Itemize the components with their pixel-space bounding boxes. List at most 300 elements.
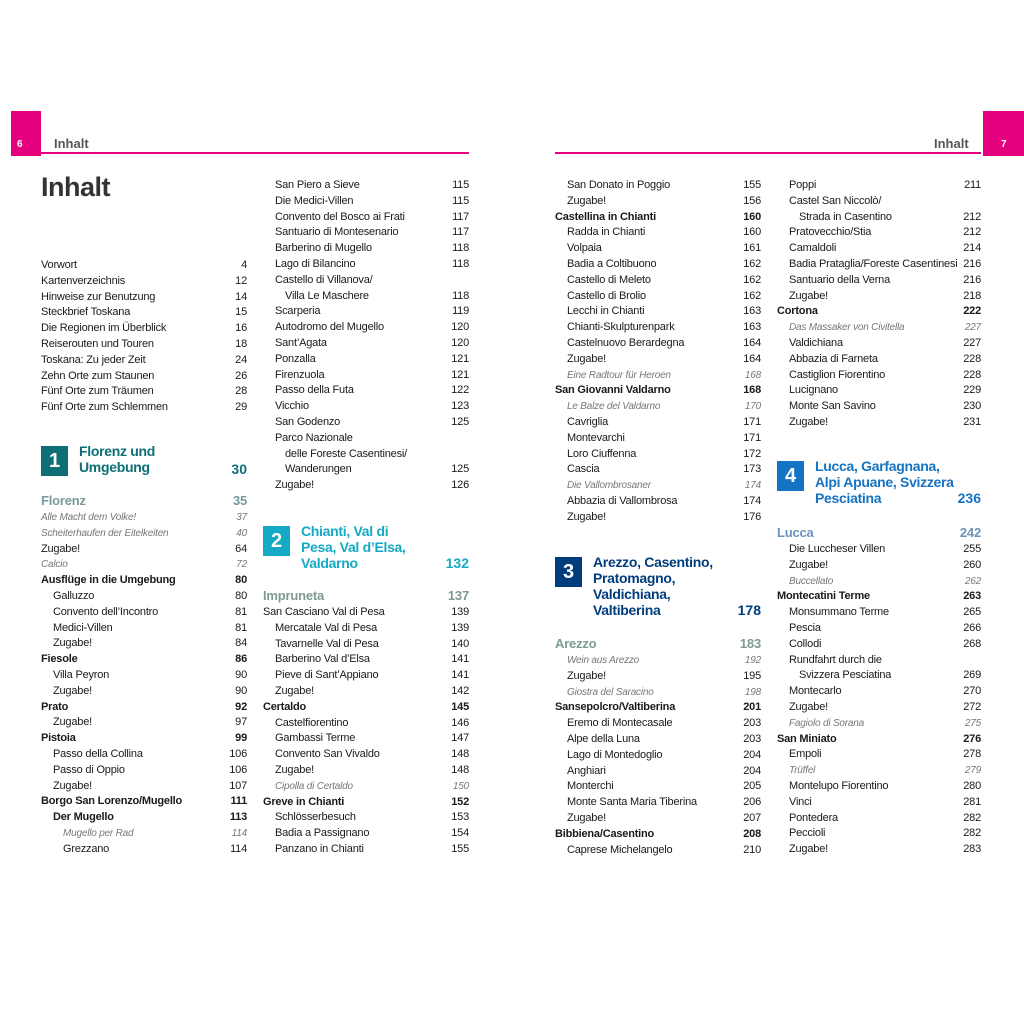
toc-entry-page: 282 — [963, 827, 981, 840]
toc-entry-page: 172 — [743, 447, 761, 460]
toc-entry-title: Alpe della Luna — [567, 732, 640, 745]
toc-entry-title: Radda in Chianti — [567, 226, 646, 239]
toc-entry-title: Pratovecchio/Stia — [789, 226, 872, 239]
toc-entry — [777, 605, 981, 621]
toc-entry-title: Svizzera Pesciatina — [799, 669, 892, 682]
toc-entry-page: 99 — [235, 732, 247, 745]
toc-entry-title: Convento San Vivaldo — [275, 748, 380, 761]
toc-entry-page: 141 — [451, 653, 469, 666]
toc-entry-title: Monte Santa Maria Tiberina — [567, 796, 697, 809]
toc-entry-title: Wein aus Arezzo — [567, 655, 640, 666]
toc-entry-page: 174 — [743, 494, 761, 507]
toc-entry-page: 111 — [230, 795, 247, 808]
toc-entry — [555, 510, 761, 526]
toc-entry-page: 37 — [236, 512, 247, 523]
toc-entry-title: Volpaia — [567, 242, 602, 255]
toc-entry — [555, 669, 761, 685]
toc-entry-page: 278 — [963, 748, 981, 761]
toc-entry-title: Castello di Villanova/ — [275, 273, 373, 286]
toc-entry — [777, 842, 981, 858]
toc-entry-title: Das Massaker von Civitella — [789, 322, 905, 334]
toc-entry-page: 265 — [963, 606, 981, 619]
chapter-number-badge: 4 — [777, 461, 804, 491]
toc-entry — [263, 194, 469, 210]
toc-entry-title: Villa Peyron — [53, 668, 110, 681]
toc-entry — [41, 810, 247, 826]
toc-entry-title: Vinci — [789, 795, 812, 808]
toc-entry — [777, 289, 981, 305]
toc-entry-page: 155 — [451, 842, 469, 855]
toc-entry-page: 97 — [235, 716, 247, 729]
toc-entry — [777, 368, 981, 384]
chapter-number-badge: 2 — [263, 526, 290, 556]
toc-entry-title: Convento del Bosco ai Frati — [275, 210, 405, 223]
toc-entry-page: 163 — [743, 321, 761, 334]
toc-entry — [263, 621, 469, 637]
toc-entry-page: 168 — [744, 369, 761, 381]
toc-entry-page: 119 — [452, 305, 469, 318]
toc-entry-title: Castelnuovo Berardegna — [567, 336, 685, 349]
toc-entry-page: 176 — [743, 510, 761, 523]
toc-entry-page: 12 — [235, 274, 247, 287]
chapter-title — [79, 443, 155, 475]
toc-entry-page: 80 — [235, 589, 247, 602]
toc-entry — [41, 510, 247, 526]
toc-entry — [263, 478, 469, 494]
toc-entry-title: Passo della Collina — [53, 747, 143, 760]
toc-entry — [263, 637, 469, 653]
toc-entry — [777, 210, 981, 226]
toc-entry-page: 148 — [451, 763, 469, 776]
toc-entry-page: 268 — [963, 637, 981, 650]
toc-entry — [263, 700, 469, 716]
toc-entry-title: Mugello per Rad — [63, 827, 134, 839]
toc-entry — [263, 747, 469, 763]
toc-entry-title: Passo della Futa — [275, 384, 354, 397]
toc-entry-page: 28 — [235, 385, 247, 398]
toc-entry-page: 114 — [231, 827, 247, 839]
toc-entry-title: Hinweise zur Benutzung — [41, 290, 156, 303]
toc-entry-title: Certaldo — [263, 700, 307, 713]
toc-entry — [41, 274, 247, 290]
toc-entry — [777, 304, 981, 320]
toc-entry-page: 153 — [451, 811, 469, 824]
toc-entry — [263, 731, 469, 747]
toc-entry — [41, 542, 247, 558]
toc-entry-title: Zugabe! — [275, 479, 314, 492]
toc-entry — [41, 652, 247, 668]
toc-entry-page: 113 — [229, 811, 247, 824]
toc-entry — [41, 684, 247, 700]
chapter-page: 236 — [957, 490, 981, 506]
toc-entry-title: Zugabe! — [53, 779, 92, 792]
toc-entry — [41, 826, 247, 842]
toc-entry-page: 35 — [232, 493, 247, 508]
toc-entry-title: Montevarchi — [567, 431, 625, 444]
toc-entry-page: 120 — [451, 321, 469, 334]
toc-entry-title: Strada in Casentino — [799, 210, 892, 223]
toc-entry-title: Le Balze del Valdarno — [567, 401, 661, 413]
chapter-title-line: Alpi Apuane, Svizzera — [815, 474, 954, 490]
toc-entry-title: Scarperia — [275, 305, 321, 318]
toc-entry-page: 154 — [451, 827, 469, 840]
toc-entry-title: Eremo di Montecasale — [567, 717, 673, 730]
toc-entry — [41, 258, 247, 274]
toc-entry — [41, 337, 247, 353]
toc-entry — [555, 700, 761, 716]
toc-entry — [777, 732, 981, 748]
toc-entry-page: 229 — [963, 384, 981, 397]
chapter-title-line: Valdichiana, — [593, 586, 671, 602]
toc-entry — [555, 431, 761, 447]
toc-entry — [777, 779, 981, 795]
toc-entry-title: Castel San Niccolò/ — [789, 194, 882, 207]
toc-entry-title: Passo di Oppio — [53, 763, 125, 776]
toc-entry-title: Santuario della Verna — [789, 273, 890, 286]
toc-entry-title: Zehn Orte zum Staunen — [41, 369, 155, 382]
toc-entry-title: Gambassi Terme — [275, 732, 356, 745]
toc-entry-title: Chianti-Skulpturenpark — [567, 321, 675, 334]
toc-entry — [41, 384, 247, 400]
toc-entry-page: 4 — [241, 259, 247, 271]
chapter-title-line: Pesa, Val d’Elsa, — [301, 539, 406, 555]
toc-entry — [41, 400, 247, 416]
toc-entry — [555, 383, 761, 399]
toc-entry — [41, 794, 247, 810]
toc-entry-title: Zugabe! — [567, 194, 606, 207]
chapter-title-line: Arezzo, Casentino, — [593, 554, 713, 570]
toc-entry — [777, 574, 981, 590]
toc-entry — [777, 716, 981, 732]
toc-entry — [263, 352, 469, 368]
toc-entry — [41, 369, 247, 385]
toc-entry — [555, 399, 761, 415]
toc-entry-page: 164 — [743, 336, 761, 349]
toc-entry-page: 18 — [235, 337, 247, 350]
toc-entry-page: 137 — [447, 588, 469, 603]
toc-entry-page: 168 — [743, 384, 761, 397]
toc-entry — [777, 700, 981, 716]
toc-entry — [777, 763, 981, 779]
toc-entry-title: Castelfiorentino — [275, 716, 349, 729]
toc-entry-page: 203 — [743, 717, 761, 730]
toc-entry — [555, 320, 761, 336]
chapter-title-line: Lucca, Garfagnana, — [815, 458, 940, 474]
toc-entry-page: 204 — [743, 764, 761, 777]
toc-entry-title: Zugabe! — [53, 637, 92, 650]
toc-entry — [555, 447, 761, 463]
toc-entry — [777, 336, 981, 352]
toc-entry-page: 222 — [963, 305, 981, 318]
toc-entry — [263, 289, 469, 305]
toc-entry-page: 171 — [743, 415, 761, 428]
toc-entry — [555, 779, 761, 795]
toc-entry-title: Zugabe! — [789, 289, 828, 302]
toc-entry-page: 90 — [235, 684, 247, 697]
toc-entry — [777, 653, 981, 669]
toc-entry-page: 183 — [739, 636, 761, 651]
toc-entry-page: 211 — [964, 179, 981, 191]
toc-entry-title: Zugabe! — [567, 352, 606, 365]
toc-entry-title: Monterchi — [567, 780, 614, 793]
right-page-number: 7 — [1001, 139, 1007, 150]
toc-entry-title: Abbazia di Vallombrosa — [567, 494, 678, 507]
toc-entry — [777, 257, 981, 273]
toc-entry-title: Cipolla di Certaldo — [275, 780, 353, 792]
toc-entry — [263, 383, 469, 399]
toc-entry-title: Toskana: Zu jeder Zeit — [41, 353, 146, 366]
chapter-title-line: Pesciatina — [815, 490, 882, 506]
toc-entry-page: 121 — [451, 368, 469, 381]
toc-entry-title: Castiglion Fiorentino — [789, 368, 886, 381]
toc-entry-page: 26 — [235, 369, 247, 382]
toc-entry-title: Sansepolcro/Valtiberina — [555, 701, 676, 714]
toc-entry-title: Barberino Val d’Elsa — [275, 653, 370, 666]
toc-entry-page: 121 — [451, 352, 469, 365]
toc-entry-title: Santuario di Montesenario — [275, 226, 399, 239]
toc-entry-page: 118 — [452, 289, 469, 302]
toc-entry-title: Buccellato — [789, 575, 834, 587]
toc-entry — [555, 843, 761, 859]
toc-entry-title: Mercatale Val di Pesa — [275, 621, 377, 634]
toc-entry — [555, 462, 761, 478]
toc-entry — [555, 289, 761, 305]
toc-entry-title: Lago di Bilancino — [275, 257, 356, 270]
toc-entry — [41, 305, 247, 321]
toc-entry — [555, 494, 761, 510]
toc-entry — [555, 241, 761, 257]
toc-entry-page: 142 — [451, 684, 469, 697]
toc-entry-title: Medici-Villen — [53, 621, 113, 634]
toc-entry — [777, 589, 981, 605]
toc-column-intro — [41, 258, 247, 416]
toc-entry — [263, 462, 469, 478]
toc-entry-page: 81 — [235, 621, 247, 634]
left-page-number: 6 — [17, 139, 23, 150]
toc-entry — [555, 827, 761, 843]
toc-entry-title: San Piero a Sieve — [275, 179, 360, 191]
toc-entry-title: Arezzo — [555, 636, 597, 651]
chapter-page: 30 — [231, 461, 247, 477]
toc-entry-page: 123 — [451, 400, 469, 413]
toc-column-2-top — [263, 178, 469, 494]
toc-entry — [41, 842, 247, 858]
toc-entry-page: 15 — [235, 306, 247, 319]
toc-entry — [555, 352, 761, 368]
toc-entry — [777, 352, 981, 368]
toc-entry — [555, 732, 761, 748]
toc-entry-page: 114 — [230, 842, 247, 855]
toc-entry-title: Castello di Meleto — [567, 273, 651, 286]
toc-entry — [263, 273, 469, 289]
toc-entry-title: Anghiari — [567, 764, 606, 777]
toc-entry-title: Caprese Michelangelo — [567, 843, 673, 856]
chapter-page: 178 — [737, 602, 761, 618]
chapter-title — [593, 554, 713, 618]
toc-entry-page: 228 — [963, 368, 981, 381]
toc-entry — [777, 399, 981, 415]
chapter-title-line: Umgebung — [79, 459, 150, 475]
toc-entry — [263, 178, 469, 194]
toc-entry-title: Convento dell’Incontro — [53, 605, 159, 618]
toc-entry-title: Impruneta — [263, 588, 325, 603]
toc-entry-title: Bibbiena/Casentino — [555, 827, 655, 840]
toc-entry-page: 276 — [963, 732, 981, 745]
toc-column-3-top — [555, 178, 761, 526]
toc-entry-title: Ponzalla — [275, 352, 316, 365]
toc-entry-page: 263 — [963, 590, 981, 603]
toc-entry — [263, 826, 469, 842]
toc-column-4-top — [777, 178, 981, 431]
toc-entry-title: Zugabe! — [275, 684, 314, 697]
chapter-3-heading — [555, 554, 761, 619]
toc-entry — [555, 210, 761, 226]
toc-entry — [555, 811, 761, 827]
toc-entry-title: Zugabe! — [53, 684, 92, 697]
toc-entry-title: San Giovanni Valdarno — [555, 384, 671, 397]
toc-entry — [555, 273, 761, 289]
toc-entry-page: 174 — [744, 480, 761, 492]
toc-entry — [263, 795, 469, 811]
toc-entry-title: Badia Prataglia/Foreste Casentinesi — [789, 257, 958, 270]
toc-entry-page: 118 — [452, 242, 469, 255]
toc-entry-title: Montecarlo — [789, 685, 842, 698]
toc-entry-title: Zugabe! — [41, 542, 80, 555]
toc-entry-page: 214 — [963, 242, 981, 255]
toc-entry-title: Monte San Savino — [789, 400, 876, 413]
toc-entry-title: Castello di Brolio — [567, 289, 646, 302]
toc-entry — [263, 368, 469, 384]
chapter-number-badge: 1 — [41, 446, 68, 476]
toc-entry-page: 92 — [235, 700, 247, 713]
toc-entry-title: Greve in Chianti — [263, 795, 345, 808]
toc-entry-page: 117 — [452, 210, 469, 223]
toc-entry — [777, 524, 981, 542]
toc-entry — [263, 225, 469, 241]
chapter-title — [301, 523, 406, 571]
toc-entry — [777, 668, 981, 684]
toc-entry-title: Montecatini Terme — [777, 590, 870, 603]
toc-entry-title: Rundfahrt durch die — [789, 653, 882, 666]
toc-entry-page: 206 — [743, 796, 761, 809]
toc-entry-title: Tavarnelle Val di Pesa — [275, 637, 379, 650]
right-header-title: Inhalt — [934, 136, 969, 151]
chapter-title-line: Pratomagno, — [593, 570, 676, 586]
toc-entry-page: 86 — [235, 653, 247, 666]
toc-entry — [777, 795, 981, 811]
toc-entry — [263, 587, 469, 605]
toc-entry — [555, 653, 761, 669]
toc-entry-page: 155 — [743, 179, 761, 191]
toc-entry-title: Zugabe! — [789, 558, 828, 571]
toc-entry-page: 40 — [236, 527, 247, 539]
toc-entry-page: 242 — [959, 525, 981, 540]
toc-entry-page: 162 — [743, 289, 761, 302]
toc-entry-title: Valdichiana — [789, 336, 843, 349]
toc-entry — [41, 747, 247, 763]
toc-entry-page: 173 — [743, 463, 761, 476]
toc-entry — [41, 353, 247, 369]
toc-entry-page: 117 — [452, 226, 469, 239]
toc-entry-page: 205 — [743, 780, 761, 793]
toc-entry-title: Badia a Passignano — [275, 827, 370, 840]
toc-entry-page: 198 — [744, 686, 761, 698]
toc-entry — [263, 320, 469, 336]
toc-entry-page: 262 — [964, 575, 981, 587]
toc-entry — [777, 747, 981, 763]
toc-entry — [263, 810, 469, 826]
toc-entry-title: Camaldoli — [789, 242, 837, 255]
chapter-title-line: Florenz und — [79, 443, 156, 459]
toc-entry — [263, 399, 469, 415]
toc-entry — [777, 178, 981, 194]
toc-entry-page: 140 — [451, 637, 469, 650]
toc-entry-title: Lecchi in Chianti — [567, 305, 645, 318]
toc-entry — [555, 748, 761, 764]
toc-entry-page: 164 — [743, 352, 761, 365]
toc-entry — [41, 715, 247, 731]
toc-entry — [41, 321, 247, 337]
toc-entry-page: 192 — [744, 655, 761, 666]
toc-entry-title: Zugabe! — [53, 716, 92, 729]
chapter-number-badge: 3 — [555, 557, 582, 587]
toc-column-chapter-4 — [777, 524, 981, 858]
toc-entry-page: 275 — [964, 717, 981, 729]
toc-entry-title: Pistoia — [41, 732, 76, 745]
chapter-title-line: Valtiberina — [593, 602, 661, 618]
toc-entry-title: Die Luccheser Villen — [789, 543, 886, 555]
toc-entry — [41, 700, 247, 716]
toc-entry-page: 270 — [963, 685, 981, 698]
toc-entry-page: 152 — [451, 795, 469, 808]
toc-entry — [777, 684, 981, 700]
toc-entry-title: Vicchio — [275, 400, 309, 413]
toc-entry-title: Trüffel — [789, 765, 816, 777]
toc-entry-title: Villa Le Maschere — [285, 289, 369, 302]
chapter-4-heading — [777, 458, 981, 507]
toc-entry-title: Monsummano Terme — [789, 606, 889, 619]
toc-entry-title: Wanderungen — [285, 463, 352, 476]
toc-entry-title: Calcio — [41, 559, 68, 571]
toc-entry — [777, 241, 981, 257]
toc-entry-page: 122 — [451, 384, 469, 397]
toc-entry-title: Der Mugello — [53, 811, 114, 824]
toc-entry — [777, 542, 981, 558]
toc-entry-title: Eine Radtour für Heroen — [567, 369, 671, 381]
toc-entry — [263, 241, 469, 257]
toc-entry — [263, 652, 469, 668]
toc-entry-page: 146 — [451, 716, 469, 729]
toc-entry-title: Parco Nazionale — [275, 431, 353, 444]
toc-entry-title: San Casciano Val di Pesa — [263, 606, 385, 618]
toc-entry-page: 156 — [743, 194, 761, 207]
toc-entry-page: 125 — [451, 415, 469, 428]
toc-entry-title: Ausflüge in die Umgebung — [41, 574, 176, 587]
toc-entry — [777, 415, 981, 431]
toc-entry-title: Giostra del Saracino — [567, 686, 654, 698]
toc-entry-page: 106 — [229, 763, 247, 776]
toc-entry — [777, 621, 981, 637]
toc-entry-page: 64 — [235, 542, 247, 555]
toc-entry-page: 280 — [963, 779, 981, 792]
toc-entry-title: Fagiolo di Sorana — [789, 717, 864, 729]
toc-entry — [41, 526, 247, 542]
toc-entry — [555, 795, 761, 811]
left-page-number-box — [11, 111, 41, 156]
toc-entry-title: Zugabe! — [567, 510, 606, 523]
toc-entry-page: 160 — [743, 210, 761, 223]
toc-entry-title: Grezzano — [63, 842, 110, 855]
